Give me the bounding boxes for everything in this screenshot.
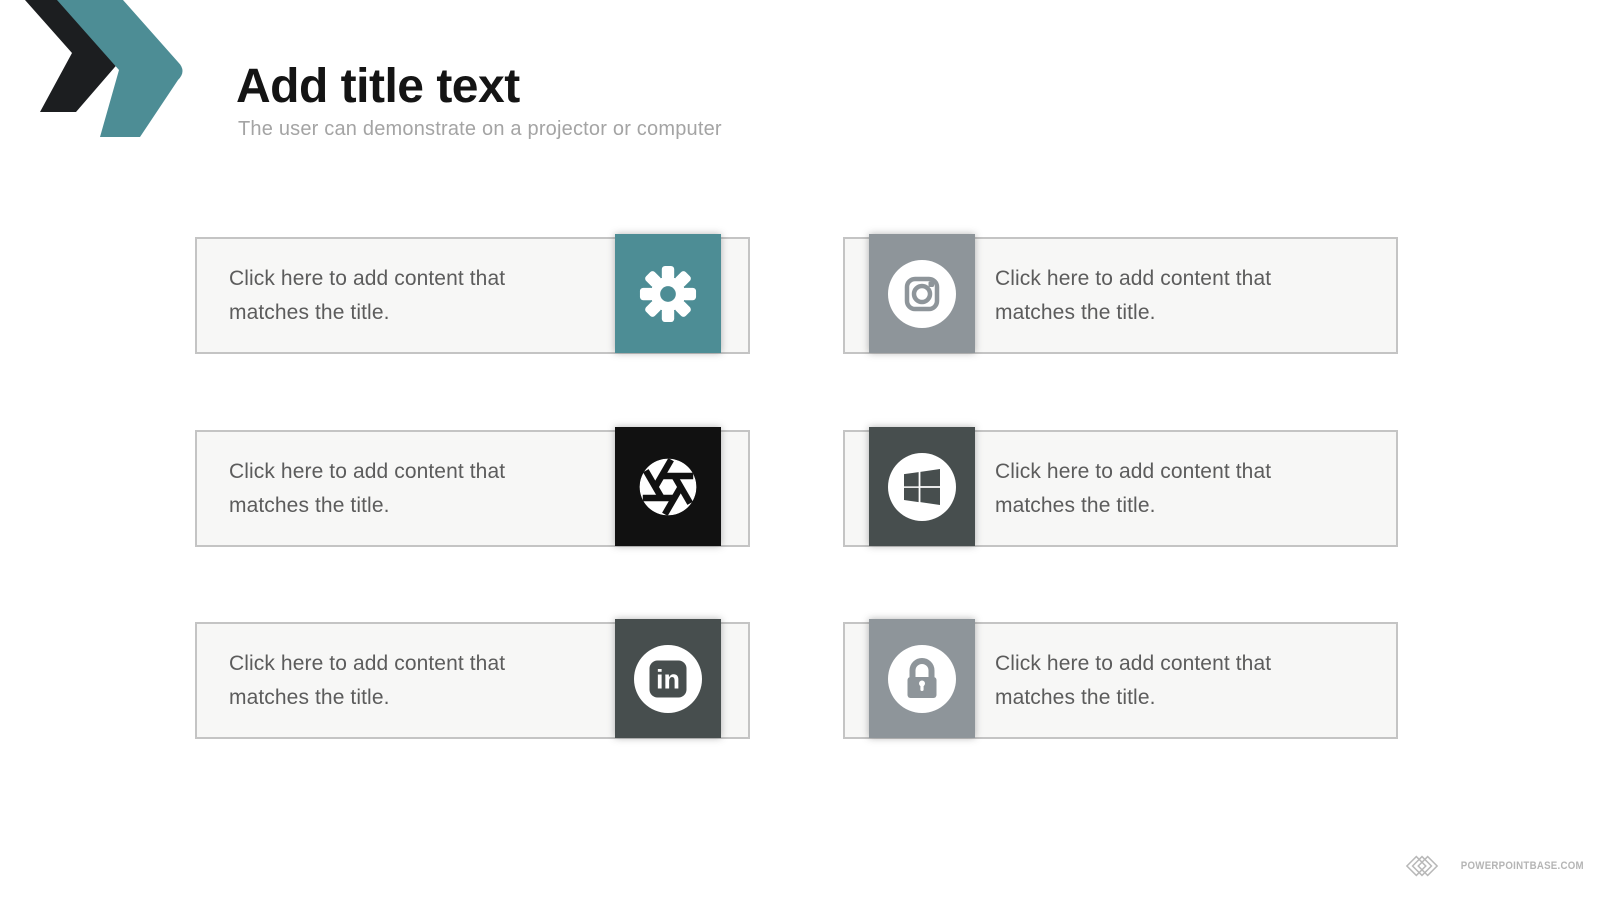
- linkedin-icon: [632, 643, 704, 715]
- card-text: Click here to add content that matches the title.: [995, 459, 1272, 517]
- page-title[interactable]: Add title text: [236, 60, 520, 113]
- watermark: [1405, 854, 1584, 878]
- card-text: Click here to add content that matches the title.: [995, 266, 1272, 324]
- content-card-gear[interactable]: [195, 237, 750, 354]
- double-chevron-logo: [0, 0, 210, 150]
- aperture-icon: [635, 454, 701, 520]
- gear-icon-block: [615, 234, 721, 353]
- instagram-icon: [886, 258, 958, 330]
- windows-icon-block: [869, 427, 975, 546]
- windows-icon: [886, 451, 958, 523]
- content-card-linkedin[interactable]: [195, 622, 750, 739]
- lock-icon: [886, 643, 958, 715]
- watermark-text: POWERPOINTBASE.COM: [1460, 860, 1584, 872]
- content-card-aperture[interactable]: [195, 430, 750, 547]
- card-text: Click here to add content that matches the title.: [229, 266, 506, 324]
- lock-icon-block: [869, 619, 975, 738]
- svg-text:in: in: [656, 664, 680, 694]
- content-card-instagram[interactable]: [843, 237, 1398, 354]
- content-card-windows[interactable]: [843, 430, 1398, 547]
- gear-icon: [635, 261, 701, 327]
- page-subtitle[interactable]: The user can demonstrate on a projector or computer: [238, 118, 722, 140]
- diamond-logo-icon: [1405, 854, 1439, 878]
- card-text: Click here to add content that matches the title.: [995, 651, 1272, 709]
- aperture-icon-block: [615, 427, 721, 546]
- instagram-icon-block: [869, 234, 975, 353]
- card-text: Click here to add content that matches the title.: [229, 651, 506, 709]
- card-text: Click here to add content that matches the title.: [229, 459, 506, 517]
- content-card-lock[interactable]: [843, 622, 1398, 739]
- linkedin-icon-block: [615, 619, 721, 738]
